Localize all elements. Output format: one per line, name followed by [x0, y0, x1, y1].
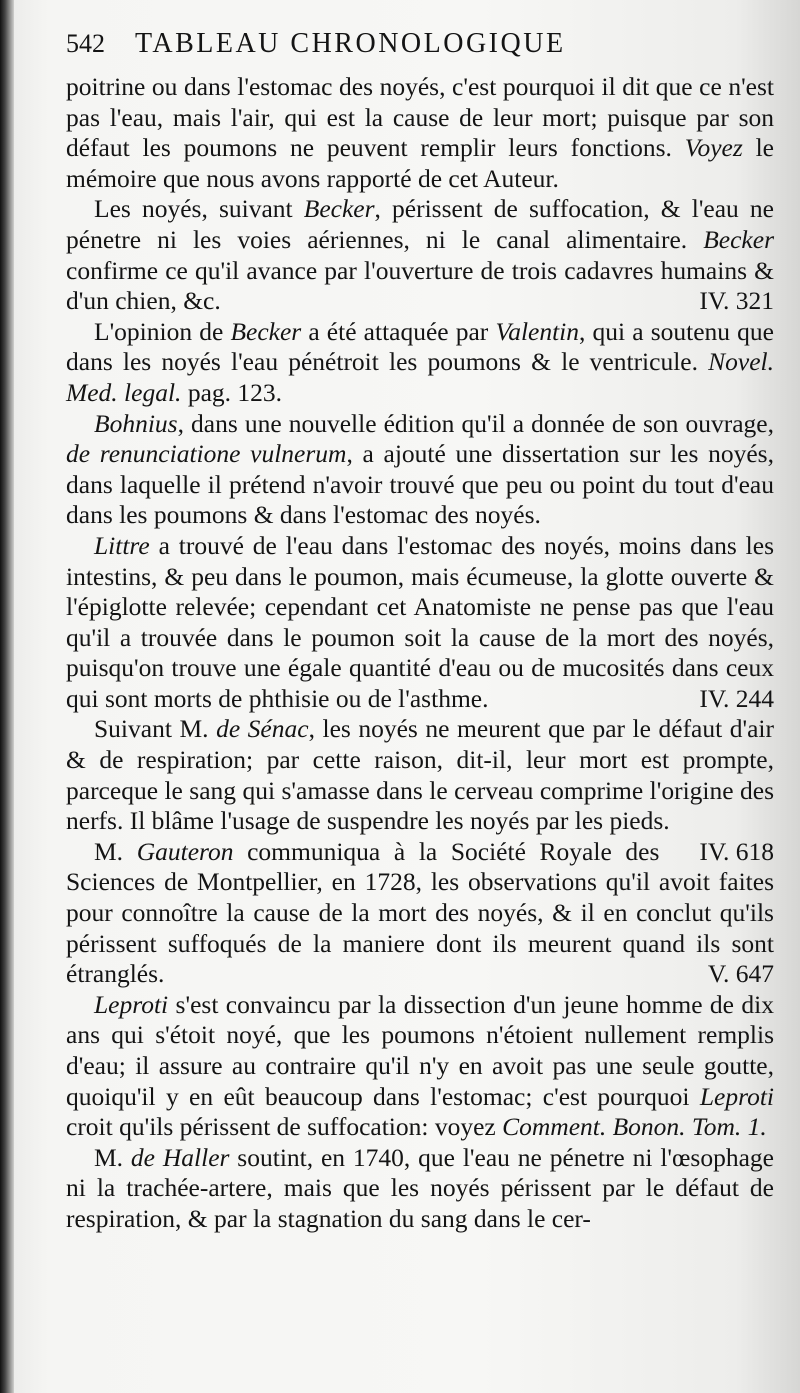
body-text: [66, 72, 774, 1235]
text-run: croit qu'ils périssent de suffocation: voyez: [66, 1112, 503, 1142]
italic-text: Gauteron: [136, 836, 234, 866]
italic-text: de Haller: [130, 1142, 230, 1172]
italic-text: Becker: [230, 316, 302, 346]
volume-page-reference: V. 647: [707, 959, 774, 989]
italic-text: Valentin: [495, 316, 580, 346]
italic-text: Leproti: [699, 1081, 774, 1111]
text-run: poitrine ou dans l'estomac des noyés, c'est pourquoi il dit que ce n'est pas l'eau, mais l'air, qui est la cause de leur mort; puisque par son défaut les poumons ne peuvent remplir leurs fonctions.: [66, 72, 774, 163]
italic-text: Novel. Med. legal.: [66, 347, 774, 407]
text-run: a trouvé de l'eau dans l'estomac des noyés, moins dans les intestins, & peu dans le poumon, mais écumeuse, la glotte ouverte & l'épiglotte relevée; cependant cet Anatomiste ne pense pas que l'eau qu'il a trouvée dans le poumon soit la cause de la mort des noyés, puisqu'on trouve une égale quantité d'eau ou de mucosités dans ceux qui sont morts de phthisie ou de l'asthme.: [66, 530, 774, 713]
volume-page-reference: IV. 321: [699, 286, 774, 316]
paragraph: [66, 837, 774, 990]
italic-text: Becker: [703, 224, 774, 254]
paragraph: [66, 72, 774, 194]
text-run: pag. 123.: [181, 377, 283, 407]
volume-page-reference: IV. 244: [699, 683, 774, 713]
italic-text: Leproti: [94, 989, 169, 1019]
volume-page-reference: IV. 618: [699, 836, 774, 866]
text-run: , dans une nouvelle édition qu'il a donnée de son ouvrage,: [177, 408, 774, 438]
italic-text: de Sénac: [216, 714, 309, 744]
text-run: soutint, en 1740, que l'eau ne pénetre ni l'œsophage ni la trachée-artere, mais que les noyés périssent par le défaut de respiration, & par la stagnation du sang dans le cer-: [66, 1142, 774, 1233]
text-run: , qui a soutenu que dans les noyés l'eau pénétroit les poumons & le ventricule.: [66, 316, 774, 377]
italic-text: de renunciatione vulnerum: [66, 439, 347, 469]
text-run: confirme ce qu'il avance par l'ouverture de trois cadavres humains & d'un chien, &c.: [66, 255, 774, 316]
text-run: , les noyés ne meurent que par le défaut d'air & de respiration; par cette raison, dit-il, leur mort est prompte, parceque le sang qui s'amasse dans le cerveau comprime l'origine des nerfs. Il blâme l'usage de suspendre les noyés par les pieds.: [66, 714, 774, 836]
text-run: , a ajouté une dissertation sur les noyés, dans laquelle il prétend n'avoir trouvé que peu ou point du tout d'eau dans les poumons & dans l'estomac des noyés.: [66, 439, 774, 530]
text-run: Suivant M.: [94, 714, 217, 744]
text-run: Les noyés, suivant: [94, 194, 304, 224]
paragraph: [66, 194, 774, 316]
paragraph: [66, 409, 774, 531]
text-run: communiqua à la Société Royale des Sciences de Montpellier, en 1728, les observations qu'il avoit faites pour connoître la cause de la mort des noyés, & il en conclut qu'ils périssent suffoqués de la maniere dont ils meurent quand ils sont étranglés.: [66, 836, 774, 989]
italic-text: Bohnius: [94, 408, 178, 438]
text-run: M.: [94, 836, 137, 866]
page-gutter-shadow: [0, 0, 14, 1393]
running-head: [66, 28, 774, 74]
italic-text: Comment. Bonon. Tom. 1.: [502, 1112, 767, 1142]
text-run: M.: [94, 1142, 131, 1172]
paragraph: [66, 317, 774, 409]
italic-text: Becker: [303, 194, 375, 224]
text-run: , périssent de suffocation, & l'eau ne pénetre ni les voies aériennes, ni le canal alimentaire.: [66, 194, 774, 254]
paragraph: [66, 1143, 774, 1235]
text-run: a été attaquée par: [301, 316, 496, 346]
text-run: le mémoire que nous avons rapporté de cet Auteur.: [66, 133, 774, 193]
paragraph: [66, 531, 774, 715]
text-run: L'opinion de: [94, 316, 231, 346]
page-number: 542: [66, 29, 105, 58]
italic-text: Littre: [94, 530, 150, 560]
paragraph: [66, 990, 774, 1143]
italic-text: Voyez: [684, 133, 743, 163]
running-title: TABLEAU CHRONOLOGIQUE: [135, 28, 566, 59]
text-run: s'est convaincu par la dissection d'un jeune homme de dix ans qui s'étoit noyé, que les poumons n'étoient nullement remplis d'eau; il assure au contraire qu'il n'y en avoit pas une seule goutte, quoiqu'il y en eût beaucoup dans l'estomac; c'est pourquoi: [66, 989, 774, 1111]
